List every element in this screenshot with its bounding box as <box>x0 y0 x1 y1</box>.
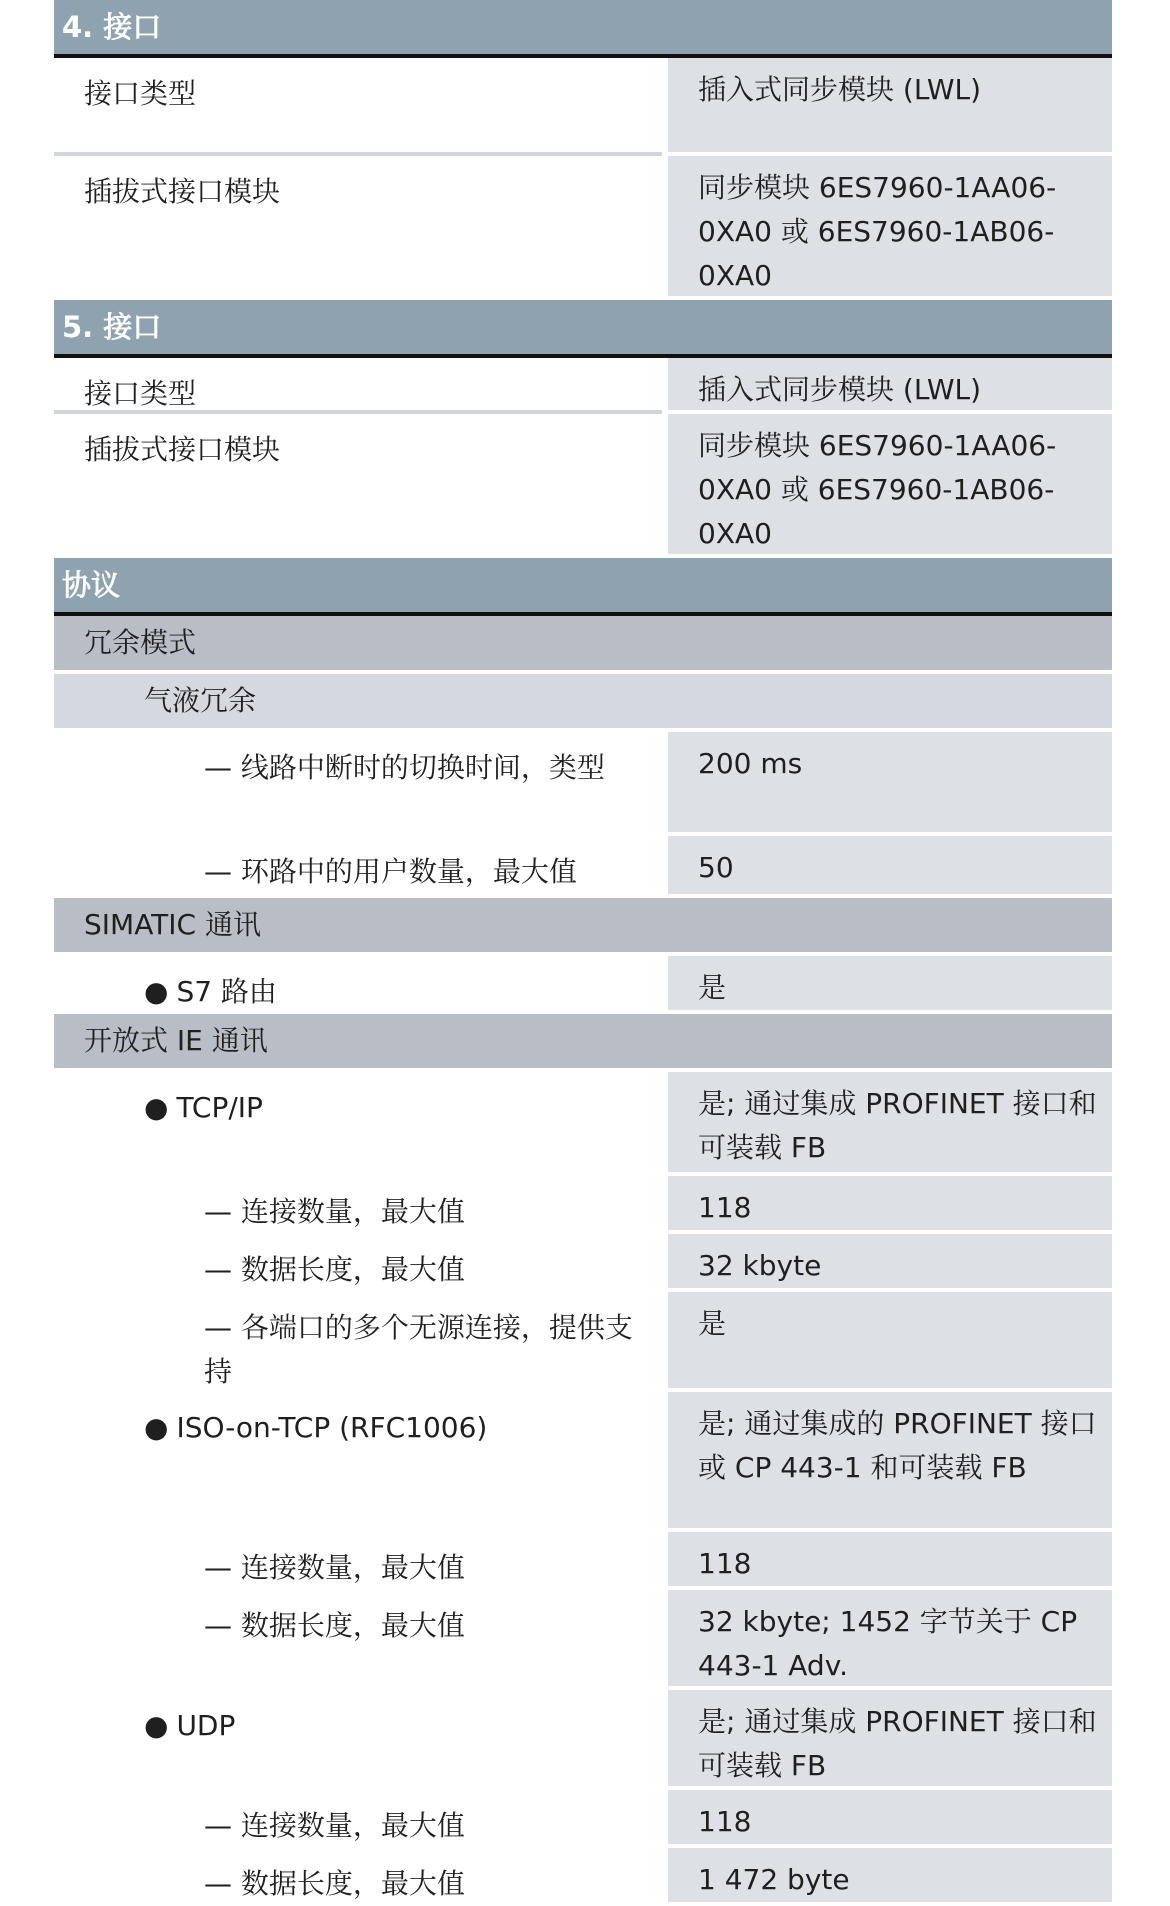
group-simatic-communication: SIMATIC 通讯 <box>54 898 1112 956</box>
table-row <box>54 1690 1112 1790</box>
row-value: 200 ms <box>668 732 1112 832</box>
group-open-ie-communication: 开放式 IE 通讯 <box>54 1014 1112 1072</box>
row-label: — 各端口的多个无源连接，提供支持 <box>204 1311 633 1388</box>
table-row <box>54 732 1112 836</box>
section-header-interface-4: 4. 接口 <box>54 0 1112 58</box>
row-value: 118 <box>668 1532 1112 1586</box>
row-label <box>54 1690 662 1786</box>
section-header-protocol: 协议 <box>54 558 1112 616</box>
table-row <box>54 1176 1112 1234</box>
row-label: — 环路中的用户数量，最大值 <box>204 855 577 888</box>
spec-table <box>54 0 1112 1906</box>
row-label: — 数据长度，最大值 <box>204 1867 465 1900</box>
row-label: — 连接数量，最大值 <box>204 1195 465 1228</box>
table-row <box>54 1848 1112 1906</box>
row-value: 118 <box>668 1176 1112 1230</box>
table-row <box>54 58 1112 156</box>
table-row <box>54 1392 1112 1532</box>
row-label: — 数据长度，最大值 <box>204 1253 465 1286</box>
table-row <box>54 414 1112 558</box>
row-value: 插入式同步模块 (LWL) <box>668 358 1112 410</box>
table-row <box>54 1590 1112 1690</box>
table-row <box>54 156 1112 300</box>
row-label: — 连接数量，最大值 <box>204 1809 465 1842</box>
bullet-icon: ● <box>144 975 169 1008</box>
table-row <box>54 1790 1112 1848</box>
row-label <box>54 956 662 1010</box>
row-label: — 连接数量，最大值 <box>204 1551 465 1584</box>
row-value: 是; 通过集成的 PROFINET 接口或 CP 443-1 和可装载 FB <box>668 1392 1112 1528</box>
row-label <box>54 1392 662 1528</box>
row-label: 接口类型 <box>54 58 662 156</box>
row-value: 是; 通过集成 PROFINET 接口和可装载 FB <box>668 1690 1112 1786</box>
row-label-text: ISO-on-TCP (RFC1006) <box>176 1411 488 1444</box>
row-label-text: TCP/IP <box>176 1091 263 1124</box>
row-value: 同步模块 6ES7960-1AA06-0XA0 或 6ES7960-1AB06-0XA0 <box>668 156 1112 296</box>
table-row <box>54 358 1112 414</box>
row-label: 插拔式接口模块 <box>84 433 281 466</box>
row-value: 50 <box>668 836 1112 894</box>
row-label: — 线路中断时的切换时间，类型 <box>204 751 605 784</box>
row-value: 32 kbyte <box>668 1234 1112 1288</box>
row-value: 插入式同步模块 (LWL) <box>668 58 1112 152</box>
row-value: 32 kbyte; 1452 字节关于 CP 443-1 Adv. <box>668 1590 1112 1686</box>
group-redundancy-mode: 冗余模式 <box>54 616 1112 674</box>
row-label: 插拔式接口模块 <box>84 175 281 208</box>
bullet-icon: ● <box>144 1709 169 1742</box>
row-value: 118 <box>668 1790 1112 1844</box>
table-row <box>54 1292 1112 1392</box>
row-label: 接口类型 <box>54 358 662 414</box>
table-row <box>54 1072 1112 1176</box>
row-value: 同步模块 6ES7960-1AA06-0XA0 或 6ES7960-1AB06-0XA0 <box>668 414 1112 554</box>
row-label-text: UDP <box>176 1709 236 1742</box>
row-value: 是 <box>668 956 1112 1010</box>
row-value: 1 472 byte <box>668 1848 1112 1902</box>
subgroup-media-redundancy: 气液冗余 <box>54 674 1112 732</box>
row-label-text: S7 路由 <box>176 975 277 1008</box>
section-header-interface-5: 5. 接口 <box>54 300 1112 358</box>
row-value: 是 <box>668 1292 1112 1388</box>
bullet-icon: ● <box>144 1411 169 1444</box>
table-row <box>54 1532 1112 1590</box>
table-row <box>54 956 1112 1014</box>
row-label: — 数据长度，最大值 <box>204 1609 465 1642</box>
row-value: 是; 通过集成 PROFINET 接口和可装载 FB <box>668 1072 1112 1172</box>
table-row <box>54 836 1112 898</box>
bullet-icon: ● <box>144 1091 169 1124</box>
table-row <box>54 1234 1112 1292</box>
row-label <box>54 1072 662 1172</box>
